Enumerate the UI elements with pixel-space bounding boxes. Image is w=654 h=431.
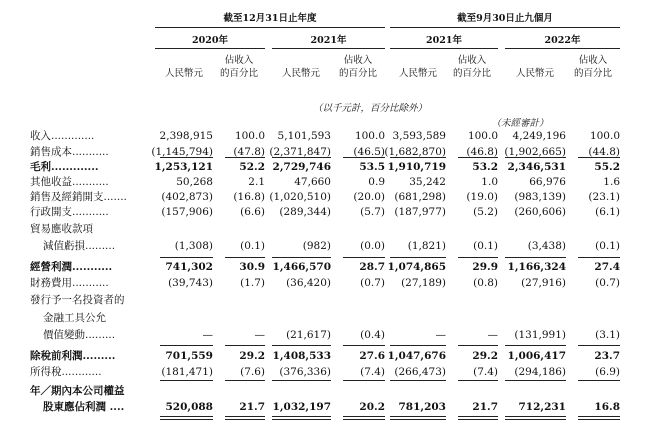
percent-cell: (44.8) bbox=[588, 146, 620, 158]
total-rule bbox=[578, 257, 620, 258]
total-rule bbox=[272, 416, 331, 417]
total-rule bbox=[225, 416, 265, 417]
total-rule bbox=[458, 416, 498, 417]
amount-cell: (260,606) bbox=[514, 206, 566, 218]
total-rule bbox=[225, 345, 265, 346]
table-row bbox=[0, 204, 654, 220]
row-label: 除稅前利潤......... bbox=[30, 350, 116, 362]
percent-cell: 52.2 bbox=[239, 161, 265, 173]
total-rule bbox=[160, 416, 213, 417]
table-row bbox=[0, 259, 654, 275]
row-label: 金融工具公允 bbox=[43, 312, 106, 324]
amount-cell: (39,743) bbox=[168, 277, 213, 289]
percent-cell: 27.4 bbox=[594, 261, 620, 273]
total-rule bbox=[390, 419, 446, 420]
table-row bbox=[0, 399, 654, 415]
percent-cell: (19.0) bbox=[466, 191, 498, 203]
amount-cell: (157,906) bbox=[161, 206, 213, 218]
percent-cell: (7.6) bbox=[240, 366, 265, 378]
percent-cell: (0.0) bbox=[360, 240, 385, 252]
percent-cell: (6.9) bbox=[595, 366, 620, 378]
percent-cell: 27.6 bbox=[359, 350, 385, 362]
row-label: 發行予一名投資者的 bbox=[30, 294, 125, 306]
row-label: 年／期內本公司權益 bbox=[30, 385, 125, 397]
percent-cell: (0.4) bbox=[360, 329, 385, 341]
percent-cell: 29.2 bbox=[239, 350, 265, 362]
amount-cell: (27,916) bbox=[521, 277, 566, 289]
percent-cell: (0.7) bbox=[595, 277, 620, 289]
total-rule bbox=[390, 157, 446, 158]
total-rule bbox=[505, 416, 566, 417]
percent-cell: 23.7 bbox=[594, 350, 620, 362]
table-row bbox=[0, 348, 654, 364]
percent-cell: 1.0 bbox=[481, 176, 498, 188]
table-row bbox=[0, 327, 654, 343]
total-rule bbox=[343, 157, 385, 158]
amount-cell: 741,302 bbox=[165, 261, 213, 273]
col-pct-2022 bbox=[566, 54, 620, 80]
percent-cell: 55.2 bbox=[594, 161, 620, 173]
total-rule bbox=[272, 157, 331, 158]
total-rule bbox=[390, 380, 446, 381]
total-rule bbox=[458, 257, 498, 258]
amount-cell: (1,902,665) bbox=[504, 146, 566, 158]
percent-cell: 2.1 bbox=[248, 176, 265, 188]
total-rule bbox=[458, 380, 498, 381]
total-rule bbox=[458, 345, 498, 346]
amount-cell: 2,346,531 bbox=[507, 161, 566, 173]
group-header-fiscal-year: 截至12月31日止年度 bbox=[223, 13, 317, 24]
year-rule-2020 bbox=[155, 48, 265, 49]
group-rule-fiscal-year bbox=[155, 27, 385, 28]
row-label: 銷售成本........... bbox=[30, 146, 109, 158]
amount-cell: (187,977) bbox=[394, 206, 446, 218]
percent-cell: 20.2 bbox=[359, 401, 385, 413]
col-pct-2020 bbox=[213, 54, 265, 80]
percent-cell: (20.0) bbox=[353, 191, 385, 203]
amount-cell: (289,344) bbox=[279, 206, 331, 218]
percent-cell: 100.0 bbox=[589, 130, 620, 142]
percent-cell: (5.2) bbox=[473, 206, 498, 218]
percent-cell: 100.0 bbox=[234, 130, 265, 142]
amount-cell: 1,032,197 bbox=[272, 401, 331, 413]
amount-cell: 35,242 bbox=[409, 176, 446, 188]
total-rule bbox=[160, 345, 213, 346]
total-rule bbox=[343, 345, 385, 346]
col-pct-line2: 的百分比 bbox=[573, 68, 612, 79]
total-rule bbox=[505, 157, 566, 158]
amount-cell: 47,660 bbox=[294, 176, 331, 188]
total-rule bbox=[343, 419, 385, 420]
amount-cell: — bbox=[202, 329, 213, 341]
percent-cell: (6.6) bbox=[240, 206, 265, 218]
table-row bbox=[0, 275, 654, 291]
year-header-2021: 2021年 bbox=[310, 35, 347, 46]
percent-cell: 29.2 bbox=[472, 350, 498, 362]
total-rule bbox=[505, 257, 566, 258]
row-label: 貿易應收款項 bbox=[30, 223, 93, 235]
total-rule bbox=[160, 157, 213, 158]
total-rule bbox=[160, 257, 213, 258]
total-rule bbox=[578, 157, 620, 158]
percent-cell: 1.6 bbox=[603, 176, 620, 188]
total-rule bbox=[390, 416, 446, 417]
amount-cell: 2,729,746 bbox=[272, 161, 331, 173]
percent-cell: (46.5) bbox=[353, 146, 385, 158]
total-rule bbox=[225, 419, 265, 420]
total-rule bbox=[505, 419, 566, 420]
percent-cell: (16.8) bbox=[233, 191, 265, 203]
percent-cell: 16.8 bbox=[594, 401, 620, 413]
amount-cell: 1,466,570 bbox=[272, 261, 331, 273]
row-label: 價值變動......... bbox=[43, 329, 116, 341]
table-row bbox=[0, 189, 654, 205]
col-rmb-2022: 人民幣元 bbox=[515, 68, 554, 79]
col-pct-line1: 佔收入 bbox=[343, 55, 373, 66]
percent-cell: 100.0 bbox=[467, 130, 498, 142]
amount-cell: (294,186) bbox=[514, 366, 566, 378]
amount-cell: (1,020,510) bbox=[269, 191, 331, 203]
percent-cell: 29.9 bbox=[472, 261, 498, 273]
group-rule-nine-months bbox=[390, 27, 620, 28]
total-rule bbox=[160, 380, 213, 381]
percent-cell: (23.1) bbox=[588, 191, 620, 203]
col-pct-line2: 的百分比 bbox=[219, 68, 258, 79]
percent-cell: 21.7 bbox=[472, 401, 498, 413]
amount-cell: 1,047,676 bbox=[387, 350, 446, 362]
col-pct-2021 bbox=[331, 54, 385, 80]
total-rule bbox=[160, 419, 213, 420]
amount-cell: (3,438) bbox=[527, 240, 566, 252]
percent-cell: (47.8) bbox=[233, 146, 265, 158]
amount-cell: (181,471) bbox=[161, 366, 213, 378]
percent-cell: (5.7) bbox=[360, 206, 385, 218]
percent-cell: 21.7 bbox=[239, 401, 265, 413]
amount-cell: 1,408,533 bbox=[272, 350, 331, 362]
amount-cell: 712,231 bbox=[518, 401, 566, 413]
row-label: 其他收益........... bbox=[30, 176, 109, 188]
year-rule-2022 bbox=[505, 48, 620, 49]
col-pct-line1: 佔收入 bbox=[578, 55, 608, 66]
units-note: （以千元計，百分比除外） bbox=[312, 103, 427, 114]
amount-cell: 2,398,915 bbox=[159, 130, 213, 142]
unaudited-note: （未經審計） bbox=[491, 118, 549, 129]
amount-cell: 781,203 bbox=[398, 401, 446, 413]
total-rule bbox=[458, 157, 498, 158]
amount-cell: — bbox=[435, 329, 446, 341]
year-rule-2021-nine-months bbox=[390, 48, 498, 49]
total-rule bbox=[272, 419, 331, 420]
amount-cell: (681,298) bbox=[394, 191, 446, 203]
year-header-2021-nine-months: 2021年 bbox=[426, 35, 462, 46]
amount-cell: (21,617) bbox=[286, 329, 331, 341]
total-rule bbox=[578, 416, 620, 417]
table-row bbox=[0, 238, 654, 254]
amount-cell: (1,821) bbox=[407, 240, 446, 252]
percent-cell: 53.2 bbox=[472, 161, 498, 173]
percent-cell: (0.7) bbox=[360, 277, 385, 289]
percent-cell: (46.8) bbox=[466, 146, 498, 158]
row-label: 所得稅............ bbox=[30, 366, 102, 378]
table-row bbox=[0, 128, 654, 144]
table-row bbox=[0, 383, 654, 399]
total-rule bbox=[225, 380, 265, 381]
percent-cell: 100.0 bbox=[354, 130, 385, 142]
percent-cell: (6.1) bbox=[595, 206, 620, 218]
table-row bbox=[0, 364, 654, 380]
amount-cell: 1,006,417 bbox=[507, 350, 566, 362]
amount-cell: 1,166,324 bbox=[507, 261, 566, 273]
table-row bbox=[0, 159, 654, 175]
row-label: 收入............. bbox=[30, 130, 95, 142]
percent-cell: (1.7) bbox=[240, 277, 265, 289]
percent-cell: (0.1) bbox=[473, 240, 498, 252]
row-label: 經營利潤........... bbox=[30, 261, 113, 273]
col-rmb-2020: 人民幣元 bbox=[164, 68, 203, 79]
total-rule bbox=[272, 345, 331, 346]
col-pct-line1: 佔收入 bbox=[457, 55, 487, 66]
row-label: 行政開支........... bbox=[30, 206, 109, 218]
total-rule bbox=[390, 257, 446, 258]
group-header-nine-months: 截至9月30日止九個月 bbox=[457, 13, 553, 24]
amount-cell: (131,991) bbox=[514, 329, 566, 341]
total-rule bbox=[505, 345, 566, 346]
percent-cell: — bbox=[487, 329, 498, 341]
total-rule bbox=[578, 419, 620, 420]
row-label: 財務費用........... bbox=[30, 277, 109, 289]
total-rule bbox=[272, 257, 331, 258]
amount-cell: 66,976 bbox=[529, 176, 566, 188]
total-rule bbox=[225, 257, 265, 258]
col-rmb-2021: 人民幣元 bbox=[281, 68, 320, 79]
amount-cell: 5,101,593 bbox=[277, 130, 331, 142]
total-rule bbox=[272, 380, 331, 381]
year-header-2020: 2020年 bbox=[192, 35, 228, 46]
total-rule bbox=[225, 157, 265, 158]
col-pct-2021-nine-months bbox=[446, 54, 498, 80]
amount-cell: 50,268 bbox=[176, 176, 213, 188]
percent-cell: 28.7 bbox=[359, 261, 385, 273]
row-label: 銷售及經銷開支....... bbox=[30, 191, 127, 203]
percent-cell: 30.9 bbox=[239, 261, 265, 273]
row-label: 毛利............. bbox=[30, 161, 99, 173]
percent-cell: (3.1) bbox=[595, 329, 620, 341]
amount-cell: (2,371,847) bbox=[269, 146, 331, 158]
percent-cell: (0.1) bbox=[595, 240, 620, 252]
total-rule bbox=[578, 380, 620, 381]
table-row bbox=[0, 292, 654, 308]
amount-cell: 1,074,865 bbox=[387, 261, 446, 273]
amount-cell: (982) bbox=[302, 240, 331, 252]
amount-cell: 1,253,121 bbox=[154, 161, 213, 173]
col-rmb-2021-nine-months: 人民幣元 bbox=[398, 68, 437, 79]
total-rule bbox=[343, 380, 385, 381]
percent-cell: (0.8) bbox=[473, 277, 498, 289]
table-row bbox=[0, 174, 654, 190]
amount-cell: (1,682,870) bbox=[384, 146, 446, 158]
amount-cell: (36,420) bbox=[286, 277, 331, 289]
amount-cell: 520,088 bbox=[165, 401, 213, 413]
total-rule bbox=[343, 257, 385, 258]
amount-cell: (266,473) bbox=[394, 366, 446, 378]
percent-cell: (0.1) bbox=[240, 240, 265, 252]
col-pct-line2: 的百分比 bbox=[452, 68, 491, 79]
row-label: 股東應佔利潤 .... bbox=[43, 401, 125, 413]
col-pct-line2: 的百分比 bbox=[338, 68, 377, 79]
amount-cell: 3,593,589 bbox=[392, 130, 446, 142]
percent-cell: 53.5 bbox=[359, 161, 385, 173]
total-rule bbox=[390, 345, 446, 346]
total-rule bbox=[458, 419, 498, 420]
amount-cell: 1,910,719 bbox=[387, 161, 446, 173]
year-header-2022: 2022年 bbox=[544, 35, 581, 46]
total-rule bbox=[343, 416, 385, 417]
percent-cell: 0.9 bbox=[368, 176, 385, 188]
percent-cell: (7.4) bbox=[473, 366, 498, 378]
total-rule bbox=[578, 345, 620, 346]
year-rule-2021 bbox=[272, 48, 385, 49]
amount-cell: (376,336) bbox=[279, 366, 331, 378]
table-row bbox=[0, 310, 654, 326]
percent-cell: (7.4) bbox=[360, 366, 385, 378]
col-pct-line1: 佔收入 bbox=[224, 55, 254, 66]
amount-cell: (1,308) bbox=[174, 240, 213, 252]
amount-cell: 4,249,196 bbox=[512, 130, 566, 142]
amount-cell: (402,873) bbox=[161, 191, 213, 203]
amount-cell: (1,145,794) bbox=[151, 146, 213, 158]
percent-cell: — bbox=[254, 329, 265, 341]
table-row bbox=[0, 221, 654, 237]
amount-cell: (983,139) bbox=[514, 191, 566, 203]
row-label: 減值虧損......... bbox=[43, 240, 116, 252]
amount-cell: 701,559 bbox=[165, 350, 213, 362]
total-rule bbox=[505, 380, 566, 381]
amount-cell: (27,189) bbox=[401, 277, 446, 289]
